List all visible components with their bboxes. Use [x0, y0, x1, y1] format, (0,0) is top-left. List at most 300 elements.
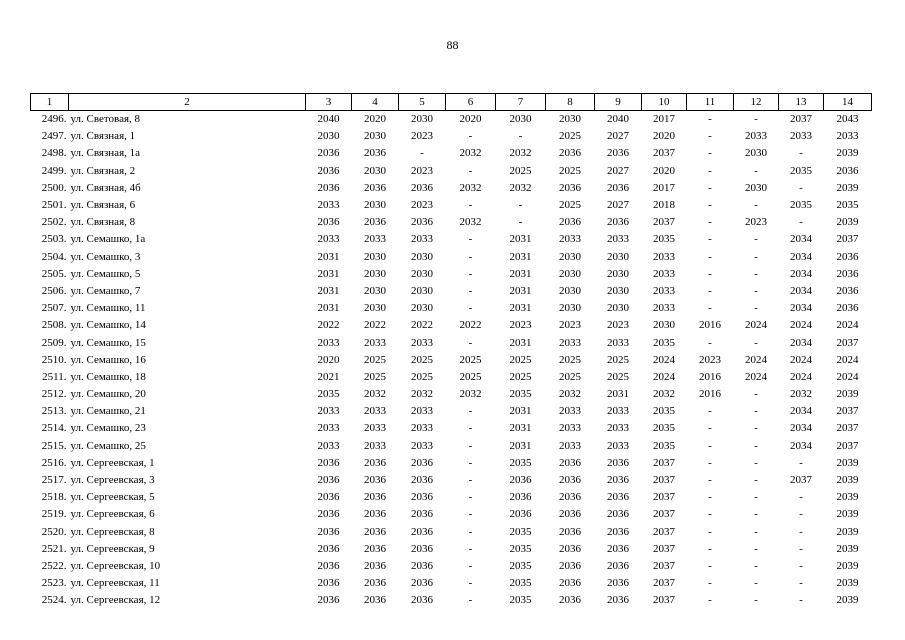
year-cell: 2035	[653, 439, 675, 452]
year-cell: 2035	[509, 559, 532, 572]
year-cell: -	[754, 233, 758, 246]
year-cell: 2034	[790, 422, 812, 435]
year-cell: 2036	[364, 181, 386, 194]
table-row	[31, 249, 872, 266]
table-row	[31, 145, 872, 162]
year-cell: -	[468, 302, 473, 315]
year-cell: 2036	[559, 508, 581, 521]
year-cell: 2031	[509, 439, 532, 452]
row-number: 2517.	[41, 474, 67, 487]
year-cell: 2033	[559, 233, 581, 246]
year-cell: 2031	[509, 233, 532, 246]
year-cell: 2032	[459, 216, 482, 229]
year-cell: 2030	[607, 284, 629, 297]
year-cell: 2036	[836, 250, 859, 263]
address-cell	[31, 180, 306, 197]
year-cell: 2032	[509, 147, 532, 160]
year-cell: 2036	[607, 474, 629, 487]
year-cell: 2036	[836, 302, 859, 315]
year-cell: -	[708, 113, 712, 126]
year-cell: -	[468, 559, 473, 572]
row-number: 2501.	[41, 199, 67, 212]
year-cell: -	[708, 302, 712, 315]
year-cell: 2030	[364, 164, 386, 177]
column-header: 8	[546, 94, 595, 111]
street-address: ул. Световая, 8	[70, 113, 141, 126]
address-cell	[31, 111, 306, 129]
table-row	[31, 352, 872, 369]
year-cell: -	[518, 216, 523, 229]
column-header: 1	[31, 94, 69, 111]
year-cell: 2036	[411, 474, 433, 487]
year-cell: 2024	[790, 353, 812, 366]
street-address: ул. Сергеевская, 8	[70, 525, 155, 538]
year-cell: 2032	[364, 388, 386, 401]
address-cell	[31, 558, 306, 575]
table-row	[31, 111, 872, 129]
year-cell: 2033	[317, 199, 340, 212]
year-cell: -	[754, 456, 758, 469]
year-cell: 2039	[836, 474, 859, 487]
year-cell: 2036	[559, 542, 581, 555]
year-cell: -	[754, 250, 758, 263]
year-cell: 2033	[745, 130, 767, 143]
year-cell: 2025	[559, 370, 581, 383]
year-cell: 2024	[790, 319, 812, 332]
year-cell: 2036	[559, 216, 581, 229]
year-cell: 2033	[317, 439, 340, 452]
row-number: 2516.	[41, 456, 67, 469]
year-cell: -	[799, 491, 803, 504]
year-cell: -	[754, 439, 758, 452]
year-cell: -	[754, 491, 758, 504]
row-number: 2524.	[41, 594, 67, 607]
year-cell: -	[708, 474, 712, 487]
year-cell: -	[708, 181, 712, 194]
year-cell: -	[754, 267, 758, 280]
year-cell: -	[799, 542, 803, 555]
year-cell: -	[799, 456, 803, 469]
year-cell: 2036	[559, 147, 581, 160]
year-cell: -	[799, 559, 803, 572]
year-cell: -	[754, 542, 758, 555]
year-cell: -	[708, 594, 712, 607]
year-cell: 2031	[317, 302, 340, 315]
address-cell	[31, 592, 306, 609]
year-cell: 2034	[790, 405, 812, 418]
year-cell: -	[754, 577, 758, 590]
year-cell: 2030	[559, 250, 581, 263]
year-cell: 2036	[364, 474, 386, 487]
year-cell: 2036	[317, 559, 340, 572]
registry-table	[30, 93, 872, 609]
year-cell: 2036	[364, 508, 386, 521]
year-cell: 2024	[836, 370, 859, 383]
address-cell	[31, 352, 306, 369]
year-cell: -	[708, 542, 712, 555]
column-header: 3	[306, 94, 352, 111]
street-address: ул. Связная, 1а	[70, 147, 141, 160]
year-cell: 2027	[607, 199, 629, 212]
year-cell: -	[468, 199, 473, 212]
year-cell: -	[708, 405, 712, 418]
year-cell: -	[468, 439, 473, 452]
year-cell: -	[799, 594, 803, 607]
table-row	[31, 334, 872, 351]
year-cell: 2025	[509, 164, 532, 177]
year-cell: 2023	[411, 199, 433, 212]
year-cell: 2036	[509, 508, 532, 521]
year-cell: -	[468, 284, 473, 297]
year-cell: 2033	[317, 233, 340, 246]
year-cell: 2032	[411, 388, 433, 401]
year-cell: 2034	[790, 267, 812, 280]
year-cell: 2020	[317, 353, 340, 366]
column-header: 9	[595, 94, 642, 111]
year-cell: 2030	[745, 147, 767, 160]
year-cell: 2025	[364, 353, 386, 366]
year-cell: 2037	[836, 405, 859, 418]
year-cell: -	[468, 474, 473, 487]
table-row	[31, 455, 872, 472]
year-cell: 2040	[317, 113, 340, 126]
year-cell: 2025	[607, 370, 629, 383]
table-row	[31, 575, 872, 592]
year-cell: 2023	[559, 319, 581, 332]
address-cell	[31, 128, 306, 145]
year-cell: 2036	[607, 147, 629, 160]
year-cell: 2036	[607, 525, 629, 538]
year-cell: 2035	[317, 388, 340, 401]
year-cell: -	[754, 422, 758, 435]
year-cell: 2035	[509, 577, 532, 590]
year-cell: 2023	[509, 319, 532, 332]
year-cell: 2036	[364, 456, 386, 469]
year-cell: 2036	[411, 456, 433, 469]
year-cell: 2037	[653, 559, 675, 572]
address-cell	[31, 438, 306, 455]
year-cell: 2036	[317, 164, 340, 177]
address-cell	[31, 386, 306, 403]
year-cell: 2036	[364, 542, 386, 555]
year-cell: -	[468, 164, 473, 177]
year-cell: 2039	[836, 542, 859, 555]
address-cell	[31, 231, 306, 248]
year-cell: 2033	[559, 422, 581, 435]
year-cell: -	[754, 164, 758, 177]
row-number: 2520.	[41, 525, 67, 538]
year-cell: 2031	[509, 336, 532, 349]
year-cell: 2024	[653, 370, 675, 383]
year-cell: 2033	[411, 336, 433, 349]
year-cell: 2036	[607, 542, 629, 555]
year-cell: 2033	[317, 336, 340, 349]
table-row	[31, 420, 872, 437]
table-row	[31, 214, 872, 231]
year-cell: 2032	[459, 388, 482, 401]
year-cell: 2023	[607, 319, 629, 332]
year-cell: 2039	[836, 216, 859, 229]
year-cell: 2024	[790, 370, 812, 383]
year-cell: 2036	[411, 508, 433, 521]
year-cell: 2025	[559, 353, 581, 366]
year-cell: 2030	[607, 267, 629, 280]
year-cell: 2031	[509, 267, 532, 280]
year-cell: 2036	[509, 491, 532, 504]
year-cell: 2031	[509, 422, 532, 435]
row-number: 2499.	[41, 164, 67, 177]
year-cell: 2033	[653, 284, 675, 297]
street-address: ул. Семашко, 20	[70, 388, 146, 401]
year-cell: 2033	[364, 422, 386, 435]
year-cell: -	[708, 456, 712, 469]
year-cell: 2025	[411, 370, 433, 383]
year-cell: 2036	[836, 284, 859, 297]
year-cell: -	[799, 147, 803, 160]
year-cell: -	[708, 439, 712, 452]
year-cell: 2025	[559, 130, 581, 143]
row-number: 2498.	[41, 147, 67, 160]
year-cell: 2039	[836, 594, 859, 607]
year-cell: 2036	[364, 594, 386, 607]
year-cell: 2034	[790, 302, 812, 315]
year-cell: -	[708, 216, 712, 229]
street-address: ул. Связная, 1	[70, 130, 136, 143]
address-cell	[31, 403, 306, 420]
year-cell: 2037	[653, 508, 675, 521]
year-cell: 2024	[745, 370, 767, 383]
year-cell: 2024	[745, 319, 767, 332]
year-cell: 2030	[607, 302, 629, 315]
year-cell: 2033	[607, 422, 629, 435]
year-cell: 2030	[364, 267, 386, 280]
street-address: ул. Семашко, 18	[70, 370, 146, 383]
year-cell: 2036	[364, 559, 386, 572]
year-cell: -	[708, 525, 712, 538]
year-cell: 2039	[836, 508, 859, 521]
street-address: ул. Сергеевская, 5	[70, 491, 155, 504]
year-cell: 2036	[317, 491, 340, 504]
street-address: ул. Сергеевская, 3	[70, 474, 155, 487]
year-cell: 2036	[559, 181, 581, 194]
year-cell: 2035	[653, 405, 675, 418]
year-cell: 2016	[699, 388, 721, 401]
row-number: 2512.	[41, 388, 67, 401]
street-address: ул. Сергеевская, 6	[70, 508, 155, 521]
year-cell: 2025	[559, 199, 581, 212]
table-row	[31, 506, 872, 523]
year-cell: -	[754, 336, 758, 349]
year-cell: 2039	[836, 525, 859, 538]
row-number: 2515.	[41, 439, 67, 452]
address-cell	[31, 266, 306, 283]
year-cell: -	[468, 508, 473, 521]
row-number: 2504.	[41, 250, 67, 263]
table-row	[31, 524, 872, 541]
column-header: 13	[779, 94, 824, 111]
table-row	[31, 180, 872, 197]
street-address: ул. Связная, 2	[70, 164, 136, 177]
year-cell: 2035	[509, 525, 532, 538]
year-cell: 2039	[836, 181, 859, 194]
year-cell: -	[754, 594, 758, 607]
year-cell: 2043	[836, 113, 859, 126]
year-cell: -	[799, 508, 803, 521]
address-cell	[31, 455, 306, 472]
table-row	[31, 403, 872, 420]
year-cell: -	[799, 525, 803, 538]
year-cell: 2030	[559, 284, 581, 297]
column-header: 2	[69, 94, 306, 111]
row-number: 2502.	[41, 216, 67, 229]
year-cell: 2037	[836, 336, 859, 349]
row-number: 2496.	[41, 113, 67, 126]
table-row	[31, 231, 872, 248]
year-cell: 2025	[459, 353, 482, 366]
year-cell: -	[754, 388, 758, 401]
year-cell: -	[708, 164, 712, 177]
row-number: 2514.	[41, 422, 67, 435]
street-address: ул. Сергеевская, 1	[70, 456, 155, 469]
year-cell: 2036	[607, 216, 629, 229]
year-cell: 2022	[364, 319, 386, 332]
row-number: 2503.	[41, 233, 67, 246]
column-header: 6	[446, 94, 496, 111]
year-cell: -	[468, 525, 473, 538]
address-cell	[31, 541, 306, 558]
table-row	[31, 317, 872, 334]
street-address: ул. Семашко, 14	[70, 319, 146, 332]
table-row	[31, 266, 872, 283]
year-cell: -	[708, 508, 712, 521]
year-cell: 2036	[411, 491, 433, 504]
year-cell: 2036	[317, 577, 340, 590]
year-cell: 2036	[364, 216, 386, 229]
year-cell: 2031	[509, 405, 532, 418]
year-cell: 2036	[559, 456, 581, 469]
year-cell: 2030	[411, 250, 433, 263]
street-address: ул. Связная, 6	[70, 199, 136, 212]
table-row	[31, 489, 872, 506]
year-cell: 2023	[411, 164, 433, 177]
year-cell: 2035	[509, 542, 532, 555]
column-header: 4	[352, 94, 399, 111]
year-cell: 2023	[699, 353, 721, 366]
header-row	[31, 94, 872, 111]
table-row	[31, 128, 872, 145]
year-cell: 2036	[559, 525, 581, 538]
year-cell: 2031	[607, 388, 629, 401]
year-cell: 2032	[459, 181, 482, 194]
year-cell: 2030	[411, 113, 433, 126]
year-cell: 2036	[411, 216, 433, 229]
year-cell: 2037	[836, 422, 859, 435]
year-cell: 2036	[607, 456, 629, 469]
table-row	[31, 369, 872, 386]
address-cell	[31, 489, 306, 506]
address-cell	[31, 300, 306, 317]
year-cell: 2039	[836, 388, 859, 401]
street-address: ул. Связная, 4б	[70, 181, 141, 194]
year-cell: 2037	[653, 474, 675, 487]
address-cell	[31, 283, 306, 300]
year-cell: 2030	[559, 267, 581, 280]
year-cell: 2036	[364, 525, 386, 538]
year-cell: 2036	[559, 474, 581, 487]
year-cell: -	[708, 250, 712, 263]
table-row	[31, 283, 872, 300]
year-cell: 2017	[653, 181, 675, 194]
street-address: ул. Сергеевская, 9	[70, 542, 155, 555]
row-number: 2497.	[41, 130, 67, 143]
year-cell: 2039	[836, 577, 859, 590]
year-cell: 2032	[653, 388, 675, 401]
year-cell: -	[754, 474, 758, 487]
year-cell: -	[754, 559, 758, 572]
year-cell: 2036	[364, 577, 386, 590]
year-cell: 2033	[653, 250, 675, 263]
year-cell: 2035	[509, 456, 532, 469]
address-cell	[31, 249, 306, 266]
address-cell	[31, 472, 306, 489]
year-cell: -	[420, 147, 424, 160]
row-number: 2507.	[41, 302, 67, 315]
year-cell: 2024	[836, 353, 859, 366]
year-cell: 2037	[653, 594, 675, 607]
year-cell: 2033	[364, 405, 386, 418]
year-cell: -	[708, 422, 712, 435]
year-cell: -	[468, 491, 473, 504]
page-number: 88	[446, 38, 459, 52]
address-cell	[31, 420, 306, 437]
address-cell	[31, 214, 306, 231]
year-cell: 2033	[836, 130, 859, 143]
year-cell: 2025	[459, 370, 482, 383]
year-cell: 2032	[459, 147, 482, 160]
year-cell: 2030	[317, 130, 340, 143]
year-cell: 2025	[411, 353, 433, 366]
year-cell: 2033	[411, 405, 433, 418]
year-cell: 2020	[653, 164, 675, 177]
year-cell: 2037	[790, 113, 812, 126]
row-number: 2506.	[41, 284, 67, 297]
year-cell: -	[468, 422, 473, 435]
year-cell: 2022	[459, 319, 482, 332]
year-cell: 2037	[653, 525, 675, 538]
year-cell: 2031	[317, 267, 340, 280]
year-cell: 2030	[559, 302, 581, 315]
row-number: 2513.	[41, 405, 67, 418]
year-cell: 2025	[607, 353, 629, 366]
row-number: 2509.	[41, 336, 67, 349]
year-cell: 2036	[607, 559, 629, 572]
year-cell: 2033	[559, 336, 581, 349]
row-number: 2511.	[42, 370, 67, 383]
year-cell: -	[468, 267, 473, 280]
row-number: 2523.	[41, 577, 67, 590]
year-cell: 2033	[653, 302, 675, 315]
year-cell: 2039	[836, 491, 859, 504]
year-cell: -	[468, 594, 473, 607]
year-cell: 2036	[836, 267, 859, 280]
year-cell: 2033	[559, 405, 581, 418]
year-cell: 2022	[411, 319, 433, 332]
table-row	[31, 438, 872, 455]
street-address: ул. Семашко, 11	[70, 302, 146, 315]
year-cell: 2036	[317, 508, 340, 521]
address-cell	[31, 334, 306, 351]
year-cell: 2030	[411, 267, 433, 280]
